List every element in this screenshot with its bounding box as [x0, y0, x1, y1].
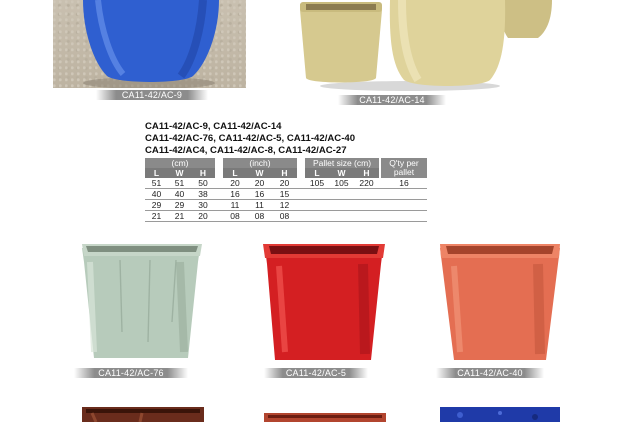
cell: 105	[329, 178, 354, 189]
caption-ac-5: CA11-42/AC-5	[264, 368, 368, 378]
cell: 08	[247, 211, 272, 222]
sub-w: W	[329, 168, 354, 178]
cell: 51	[168, 178, 191, 189]
product-photo-ac-9	[53, 0, 246, 88]
sub-w: W	[247, 168, 272, 178]
product-photo-cobalt	[440, 407, 560, 422]
cell: 220	[354, 178, 379, 189]
cell: 20	[247, 178, 272, 189]
header-cm: (cm)	[145, 158, 215, 168]
cell	[305, 211, 329, 222]
cell	[354, 189, 379, 200]
cell: 40	[168, 189, 191, 200]
header-inch: (inch)	[223, 158, 297, 168]
table-row	[145, 200, 427, 211]
header-pallet: Pallet size (cm)	[305, 158, 379, 168]
product-photo-ac-5	[263, 242, 385, 362]
sub-l: L	[145, 168, 168, 178]
cell: 20	[272, 178, 297, 189]
codes-line: CA11-42/AC-9, CA11-42/AC-14	[145, 121, 282, 132]
caption-ac-76: CA11-42/AC-76	[74, 368, 188, 378]
cell: 38	[191, 189, 215, 200]
cell	[381, 189, 427, 200]
product-photo-ac-76	[80, 242, 206, 362]
cell	[354, 200, 379, 211]
cell: 16	[247, 189, 272, 200]
product-photo-ac-40	[440, 242, 560, 362]
red-pot-image	[263, 242, 385, 362]
sub-l: L	[223, 168, 247, 178]
table-row	[145, 178, 427, 189]
product-photo-red-brown	[264, 411, 386, 422]
product-photo-brown	[82, 407, 204, 422]
sub-h: H	[191, 168, 215, 178]
cell: 08	[272, 211, 297, 222]
cell: 105	[305, 178, 329, 189]
coral-pot-image	[440, 242, 560, 362]
cell: 29	[168, 200, 191, 211]
cell: 50	[191, 178, 215, 189]
caption-ac-14: CA11-42/AC-14	[338, 95, 446, 105]
codes-line: CA11-42/AC4, CA11-42/AC-8, CA11-42/AC-27	[145, 145, 347, 156]
brown-pot-image	[82, 407, 204, 422]
cell: 12	[272, 200, 297, 211]
table-row	[145, 189, 427, 200]
caption-ac-40: CA11-42/AC-40	[436, 368, 544, 378]
cell: 20	[191, 211, 215, 222]
cobalt-pot-image	[440, 407, 560, 422]
celadon-pot-image	[80, 242, 206, 362]
cell: 51	[145, 178, 168, 189]
cell: 21	[168, 211, 191, 222]
sub-w: W	[168, 168, 191, 178]
cell: 30	[191, 200, 215, 211]
sub-h: H	[272, 168, 297, 178]
cell: 16	[381, 178, 427, 189]
cell	[329, 189, 354, 200]
cell: 15	[272, 189, 297, 200]
cell	[381, 200, 427, 211]
cell: 16	[223, 189, 247, 200]
cell: 11	[247, 200, 272, 211]
blue-pot-image	[53, 0, 246, 88]
product-photo-ac-14	[290, 0, 560, 92]
cell	[329, 211, 354, 222]
cell: 11	[223, 200, 247, 211]
caption-ac-9: CA11-42/AC-9	[96, 90, 208, 100]
cell	[381, 211, 427, 222]
cell	[354, 211, 379, 222]
sub-l: L	[305, 168, 329, 178]
cell: 40	[145, 189, 168, 200]
cell: 08	[223, 211, 247, 222]
product-codes	[145, 121, 355, 157]
redbrown-pot-image	[264, 413, 386, 422]
size-table	[145, 158, 427, 222]
cell	[329, 200, 354, 211]
cell: 21	[145, 211, 168, 222]
cell	[305, 189, 329, 200]
cream-pots-image	[290, 0, 560, 92]
cell	[305, 200, 329, 211]
cell: 20	[223, 178, 247, 189]
codes-line: CA11-42/AC-76, CA11-42/AC-5, CA11-42/AC-40	[145, 133, 356, 144]
cell: 29	[145, 200, 168, 211]
table-row	[145, 211, 427, 222]
sub-h: H	[354, 168, 379, 178]
header-qty: Q'ty per pallet	[381, 158, 427, 178]
